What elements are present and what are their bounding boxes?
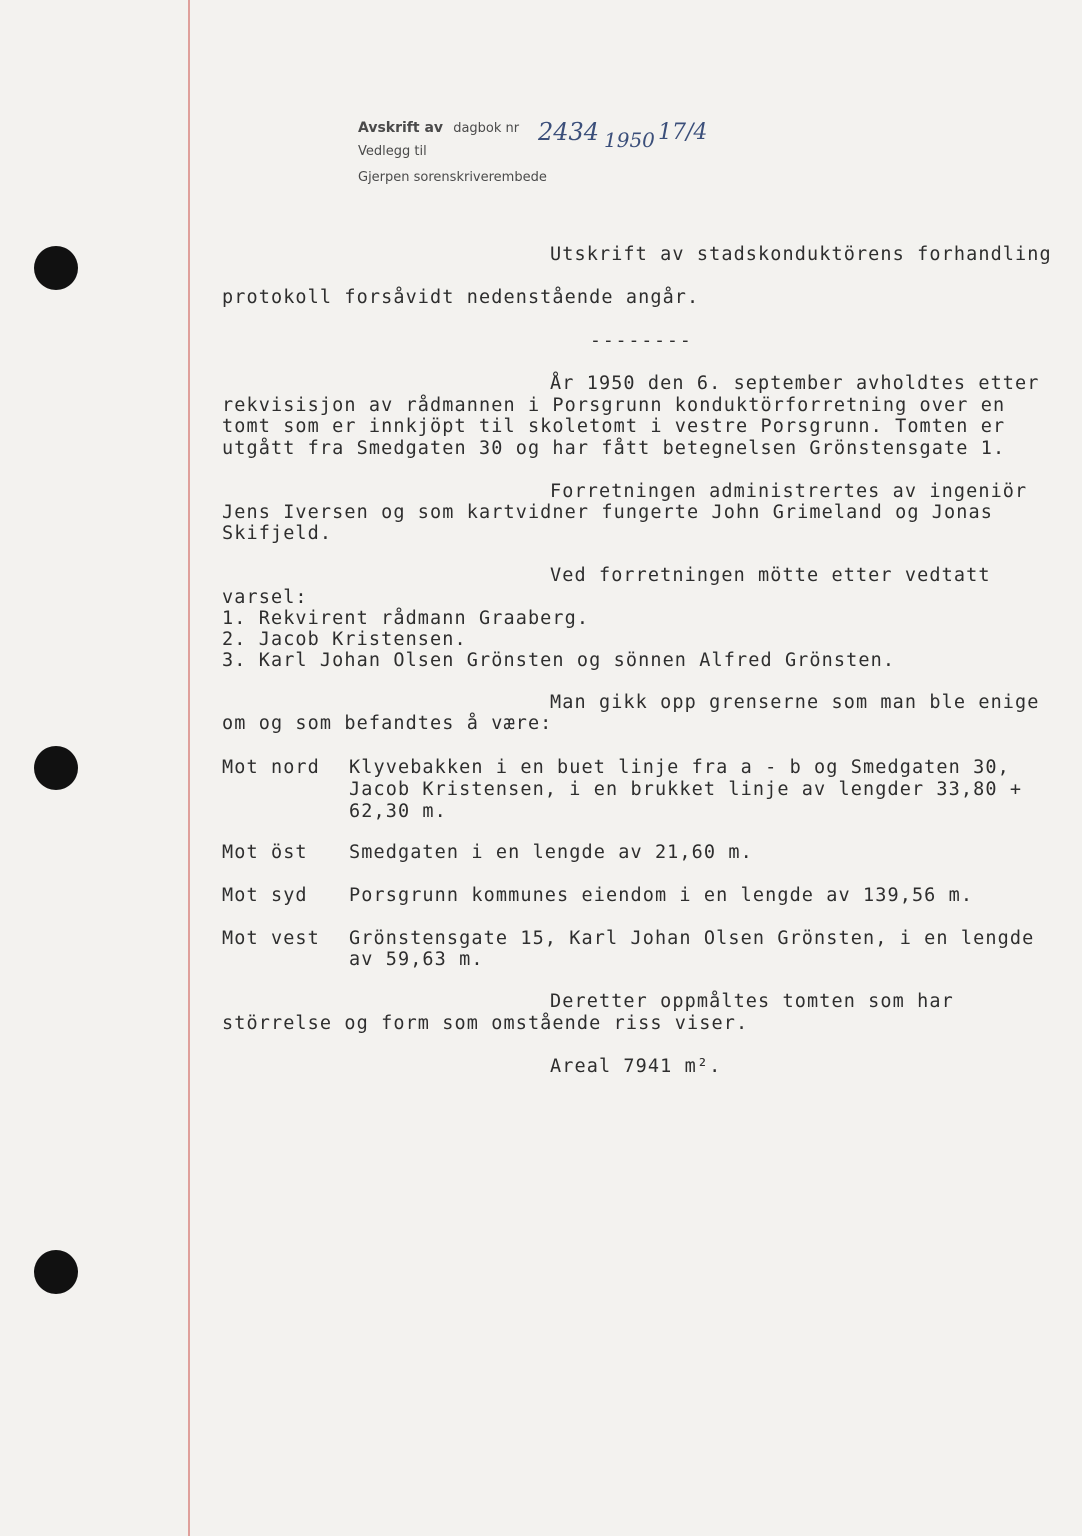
- text-line: 3. Karl Johan Olsen Grönsten og sönnen Alfred Grönsten.: [222, 650, 896, 671]
- text-line: 2. Jacob Kristensen.: [222, 629, 467, 650]
- boundary-label-east: Mot öst: [222, 842, 308, 863]
- text-line: Klyvebakken i en buet linje fra a - b og Smedgaten 30,: [349, 757, 1010, 778]
- boundary-label-south: Mot syd: [222, 885, 308, 906]
- handwritten-year: 1950: [604, 128, 655, 152]
- text-line: protokoll forsåvidt nedenstående angår.: [222, 287, 700, 308]
- punch-hole-middle: [34, 746, 78, 790]
- stamp-line-2: [358, 144, 427, 159]
- text-line: 62,30 m.: [349, 801, 447, 822]
- text-line: Deretter oppmåltes tomten som har: [550, 991, 954, 1012]
- separator-dashes: --------: [590, 330, 693, 351]
- paper-watermark: [250, 1120, 370, 1520]
- handwritten-number: 2434: [538, 118, 600, 146]
- text-line: Porsgrunn kommunes eiendom i en lengde av 139,56 m.: [349, 885, 974, 906]
- stamp-vedlegg: Vedlegg til: [358, 144, 427, 159]
- text-line: 1. Rekvirent rådmann Graaberg.: [222, 608, 590, 629]
- stamp-line-3: [358, 170, 547, 185]
- boundary-label-west: Mot vest: [222, 928, 320, 949]
- stamp-dagbok: dagbok nr: [453, 121, 520, 136]
- stamp-office: Gjerpen sorenskriverembede: [358, 170, 547, 185]
- text-line: Jens Iversen og som kartvidner fungerte John Grimeland og Jonas: [222, 502, 993, 523]
- text-line: utgått fra Smedgaten 30 og har fått betegnelsen Grönstensgate 1.: [222, 438, 1006, 459]
- text-line: Man gikk opp grenserne som man ble enige: [550, 692, 1040, 713]
- handwritten-date: 17/4: [658, 120, 708, 145]
- margin-line: [188, 0, 190, 1536]
- stamp-line-1: [358, 120, 519, 136]
- text-line: varsel:: [222, 587, 308, 608]
- text-line: Skifjeld.: [222, 523, 333, 544]
- text-line: om og som befandtes å være:: [222, 713, 553, 734]
- text-line: av 59,63 m.: [349, 949, 484, 970]
- punch-hole-bottom: [34, 1250, 78, 1294]
- text-line: Smedgaten i en lengde av 21,60 m.: [349, 842, 753, 863]
- text-line: Grönstensgate 15, Karl Johan Olsen Grönsten, i en lengde: [349, 928, 1035, 949]
- stamp-avskrift: Avskrift av: [358, 120, 444, 136]
- text-line: År 1950 den 6. september avholdtes etter: [550, 373, 1040, 394]
- text-line: Jacob Kristensen, i en brukket linje av lengder 33,80 +: [349, 779, 1023, 800]
- text-line: rekvisisjon av rådmannen i Porsgrunn konduktörforretning over en: [222, 395, 1006, 416]
- punch-hole-top: [34, 246, 78, 290]
- boundary-label-north: Mot nord: [222, 757, 320, 778]
- text-line: Ved forretningen mötte etter vedtatt: [550, 565, 991, 586]
- text-line: Utskrift av stadskonduktörens forhandling: [550, 244, 1052, 265]
- text-line: störrelse og form som omstående riss viser.: [222, 1013, 749, 1034]
- text-line: tomt som er innkjöpt til skoletomt i vestre Porsgrunn. Tomten er: [222, 416, 1006, 437]
- area-line: Areal 7941 m².: [550, 1056, 722, 1077]
- text-line: Forretningen administrertes av ingeniör: [550, 481, 1028, 502]
